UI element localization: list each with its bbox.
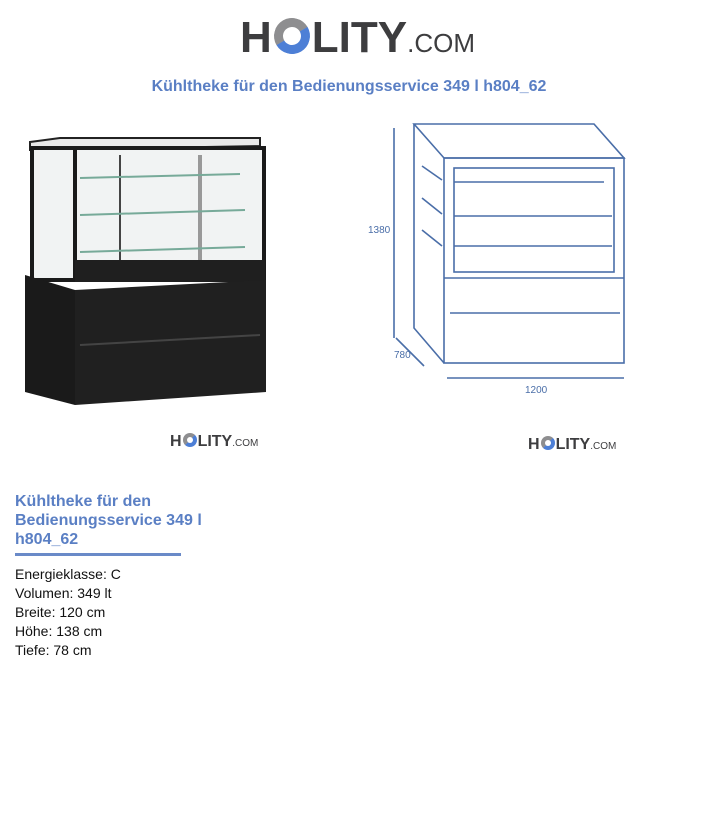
page-title: Kühltheke für den Bedienungsservice 349 l h804_62 — [151, 78, 547, 95]
product-photo — [20, 130, 270, 410]
logo-suffix: .COM — [232, 438, 259, 449]
svg-text:1200: 1200 — [525, 385, 548, 396]
logo-text: LITY — [197, 433, 233, 450]
watermark-logo-photo — [170, 432, 258, 453]
logo-text: LITY — [555, 436, 591, 453]
logo-ring-icon — [541, 436, 555, 450]
logo-ring-icon — [183, 433, 197, 447]
spec-width: Breite: 120 cm — [15, 604, 106, 620]
holity-logo — [240, 14, 475, 67]
logo-ring-icon — [270, 14, 314, 58]
spec-depth: Tiefe: 78 cm — [15, 642, 92, 658]
spec-list — [15, 565, 121, 660]
logo-text: H — [528, 436, 540, 453]
svg-text:1380: 1380 — [368, 225, 391, 236]
logo-text: H — [170, 433, 182, 450]
logo-text: LITY — [311, 13, 408, 62]
svg-text:780: 780 — [394, 350, 411, 361]
watermark-logo-drawing — [528, 435, 616, 456]
heading-divider — [15, 553, 181, 556]
spec-height: Höhe: 138 cm — [15, 623, 103, 639]
logo-suffix: .COM — [407, 28, 475, 58]
spec-volume: Volumen: 349 lt — [15, 585, 112, 601]
dimension-drawing — [362, 118, 640, 403]
product-heading: Kühltheke für den Bedienungsservice 349 l h804_62 — [15, 493, 202, 548]
logo-text: H — [240, 13, 272, 62]
spec-energy-class: Energieklasse: C — [15, 566, 121, 582]
logo-suffix: .COM — [590, 441, 617, 452]
